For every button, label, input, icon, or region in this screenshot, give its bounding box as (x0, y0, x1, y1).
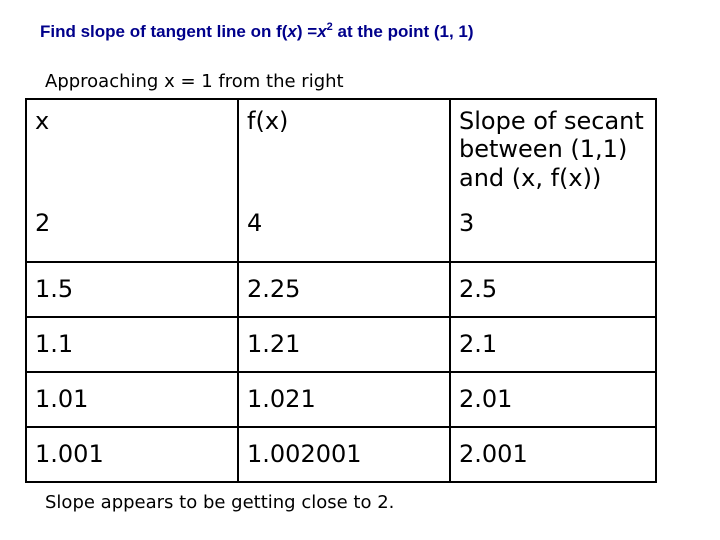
cell-x: 1.01 (26, 372, 238, 427)
cell-slope: 2.001 (450, 427, 656, 482)
title-variable-x: x (287, 22, 297, 41)
cell-fx: 2.25 (238, 262, 450, 317)
cell-x: 1.001 (26, 427, 238, 482)
cell-fx: 4 (238, 209, 450, 262)
title-prefix: Find slope of tangent line on f( (40, 22, 288, 41)
cell-x: 1.5 (26, 262, 238, 317)
cell-fx: 1.21 (238, 317, 450, 372)
header-secant-slope: Slope of secant between (1,1) and (x, f(x)) (450, 99, 656, 209)
table-row (26, 427, 656, 482)
secant-slope-table (25, 98, 657, 483)
title-exponent: 2 (326, 21, 333, 33)
title-suffix: at the point (1, 1) (332, 22, 474, 41)
cell-slope: 3 (450, 209, 656, 262)
conclusion-text: Slope appears to be getting close to 2. (45, 492, 395, 513)
header-x: x (26, 99, 238, 209)
cell-x: 2 (26, 209, 238, 262)
table-header-row (26, 99, 656, 209)
table-row (26, 209, 656, 262)
table-row (26, 372, 656, 427)
cell-slope: 2.5 (450, 262, 656, 317)
cell-x: 1.1 (26, 317, 238, 372)
table-row (26, 262, 656, 317)
table-row (26, 317, 656, 372)
cell-fx: 1.021 (238, 372, 450, 427)
header-fx: f(x) (238, 99, 450, 209)
cell-slope: 2.1 (450, 317, 656, 372)
cell-slope: 2.01 (450, 372, 656, 427)
title-variable-x-squared: x (317, 22, 327, 41)
subtitle: Approaching x = 1 from the right (45, 71, 344, 92)
title-middle: ) = (296, 22, 318, 41)
slide-title (40, 22, 474, 42)
cell-fx: 1.002001 (238, 427, 450, 482)
